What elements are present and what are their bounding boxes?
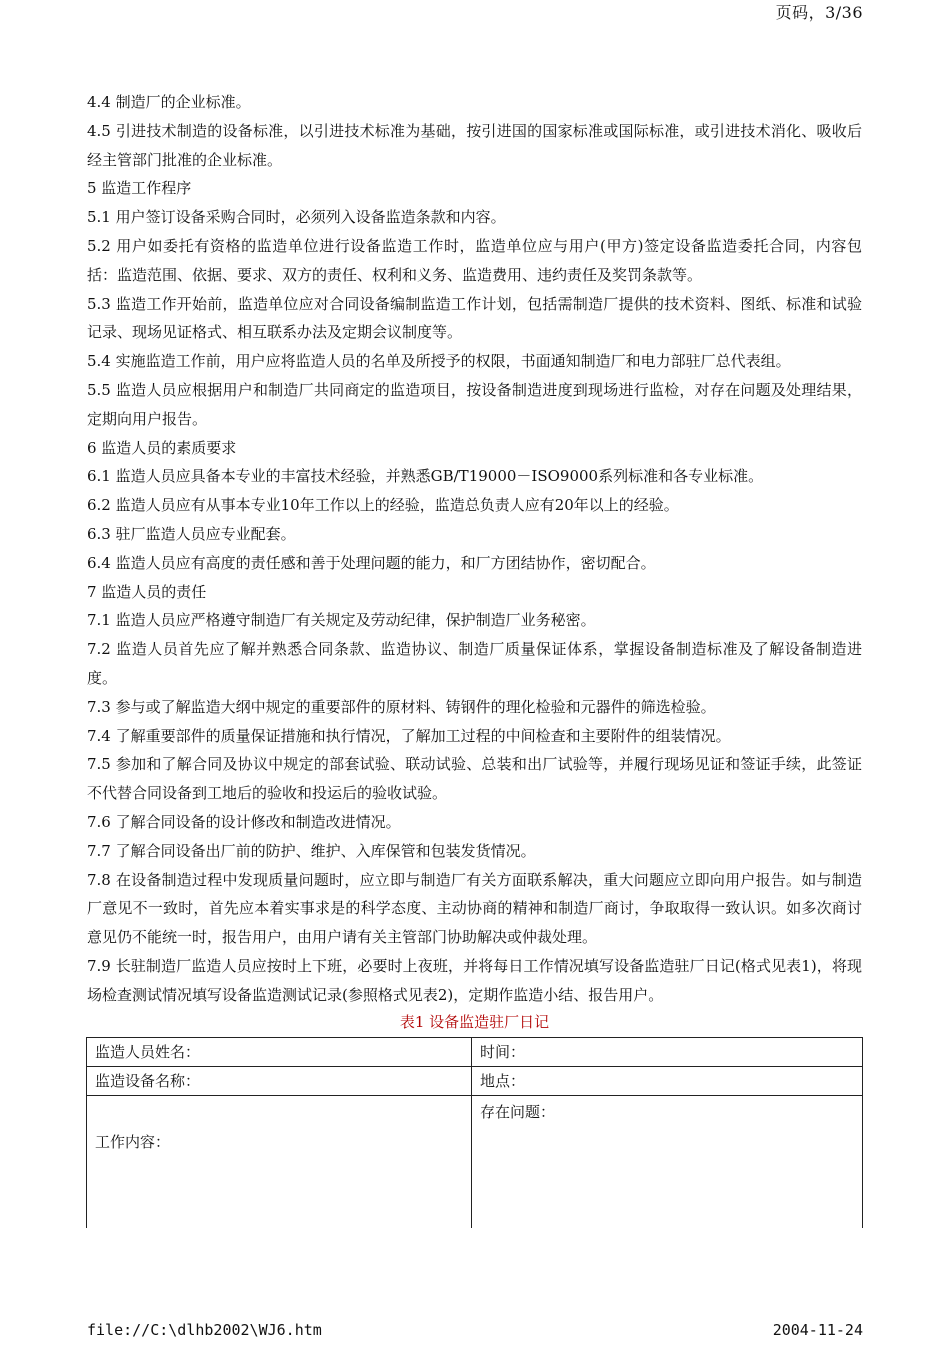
clause-7-1: 7.1 监造人员应严格遵守制造厂有关规定及劳动纪律，保护制造厂业务秘密。 — [87, 611, 596, 630]
clause-7-2: 7.2 监造人员首先应了解并熟悉合同条款、监造协议、制造厂质量保证体系，掌握设备制造标准及了解设备制造进度。 — [87, 640, 862, 687]
document-body — [87, 88, 862, 1228]
clause-7-8: 7.8 在设备制造过程中发现质量问题时，应立即与制造厂有关方面联系解决，重大问题应立即向用户报告。如与制造厂意见不一致时，首先应本着实事求是的科学态度、主动协商的精神和制造厂商讨，争取取得一致认识。如多次商讨意见仍不能统一时，报告用户，由用户请有关主管部门协助解决或仲裁处理。 — [87, 870, 862, 947]
clause-7-3: 7.3 参与或了解监造大纲中规定的重要部件的原材料、铸钢件的理化检验和元器件的筛选检验。 — [87, 697, 716, 716]
time-label: 时间： — [480, 1043, 526, 1061]
equipment-name-label: 监造设备名称： — [95, 1072, 201, 1090]
clause-4-4: 4.4 制造厂的企业标准。 — [87, 93, 251, 111]
work-content-label: 工作内容： — [95, 1133, 171, 1151]
clause-7-4: 7.4 了解重要部件的质量保证措施和执行情况，了解加工过程的中间检查和主要附件的组装情况。 — [87, 726, 731, 745]
page-number: 页码，3/36 — [775, 3, 863, 22]
clause-7-9: 7.9 长驻制造厂监造人员应按时上下班，必要时上夜班，并将每日工作情况填写设备监造驻厂日记(格式见表1)，将现场检查测试情况填写设备监造测试记录(参照格式见表2)，定期作监造小结、报告用户。 — [87, 956, 862, 1004]
clause-5-1: 5.1 用户签订设备采购合同时，必须列入设备监造条款和内容。 — [87, 208, 506, 227]
table-row — [87, 1095, 863, 1228]
inspector-name-label: 监造人员姓名： — [95, 1043, 201, 1061]
equipment-name-cell — [87, 1066, 472, 1095]
clause-5-2: 5.2 用户如委托有资格的监造单位进行设备监造工作时，监造单位应与用户(甲方)签定设备监造委托合同，内容包括：监造范围、依据、要求、双方的责任、权利和义务、监造费用、违约责任及奖罚条款等。 — [87, 236, 862, 284]
section-5-heading: 5 监造工作程序 — [87, 179, 192, 198]
location-cell — [472, 1066, 863, 1095]
clause-6-1: 6.1 监造人员应具备本专业的丰富技术经验，并熟悉GB/T19000－ISO9000系列标准和各专业标准。 — [87, 467, 764, 486]
clause-4-5: 4.5 引进技术制造的设备标准，以引进技术标准为基础，按引进国的国家标准或国际标准，或引进技术消化、吸收后经主管部门批准的企业标准。 — [87, 121, 862, 169]
clause-6-4: 6.4 监造人员应有高度的责任感和善于处理问题的能力，和厂方团结协作，密切配合。 — [87, 553, 656, 572]
location-label: 地点： — [480, 1072, 526, 1090]
clause-5-4: 5.4 实施监造工作前，用户应将监造人员的名单及所授予的权限，书面通知制造厂和电力部驻厂总代表组。 — [87, 352, 791, 371]
footer-file-path: file://C:\dlhb2002\WJ6.htm — [87, 1321, 322, 1339]
table-row — [87, 1066, 863, 1095]
clause-7-5: 7.5 参加和了解合同及协议中规定的部套试验、联动试验、总装和出厂试验等，并履行现场见证和签证手续，此签证不代替合同设备到工地后的验收和投运后的验收试验。 — [87, 755, 862, 803]
section-7-heading: 7 监造人员的责任 — [87, 582, 207, 601]
issues-cell — [472, 1095, 863, 1228]
issues-label: 存在问题： — [480, 1103, 556, 1121]
clause-7-7: 7.7 了解合同设备出厂前的防护、维护、入库保管和包装发货情况。 — [87, 841, 536, 860]
time-cell — [472, 1037, 863, 1066]
clause-6-2: 6.2 监造人员应有从事本专业10年工作以上的经验，监造总负责人应有20年以上的经验。 — [87, 496, 679, 515]
clause-7-6: 7.6 了解合同设备的设计修改和制造改进情况。 — [87, 812, 401, 831]
work-content-cell — [87, 1095, 472, 1228]
table-row — [87, 1037, 863, 1066]
footer-date: 2004-11-24 — [772, 1321, 863, 1339]
resident-log-table — [86, 1037, 863, 1228]
section-6-heading: 6 监造人员的素质要求 — [87, 438, 237, 457]
clause-5-5: 5.5 监造人员应根据用户和制造厂共同商定的监造项目，按设备制造进度到现场进行监检，对存在问题及处理结果，定期向用户报告。 — [87, 380, 862, 428]
clause-5-3: 5.3 监造工作开始前，监造单位应对合同设备编制监造工作计划，包括需制造厂提供的技术资料、图纸、标准和试验记录、现场见证格式、相互联系办法及定期会议制度等。 — [87, 294, 862, 342]
clause-6-3: 6.3 驻厂监造人员应专业配套。 — [87, 524, 296, 543]
inspector-name-cell — [87, 1037, 472, 1066]
table-caption: 表1 设备监造驻厂日记 — [399, 1012, 550, 1031]
